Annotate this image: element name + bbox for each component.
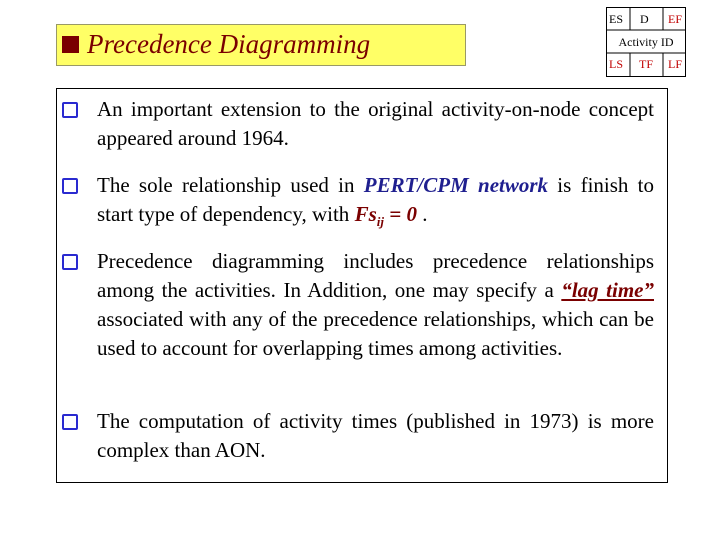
- checkbox-bullet-icon: [62, 414, 78, 430]
- title-banner: [56, 24, 466, 66]
- formula-subscript: ij: [376, 214, 384, 230]
- bullet-text-part: .: [416, 202, 428, 226]
- bullet-text-part: The sole relationship used in: [97, 173, 364, 197]
- node-label-tf: TF: [639, 57, 654, 71]
- checkbox-bullet-icon: [62, 102, 78, 118]
- bullet-text: [97, 247, 654, 363]
- lag-time-highlight: “lag time”: [561, 278, 654, 302]
- bullet-item: [62, 247, 654, 363]
- node-label-ls: LS: [609, 57, 624, 71]
- bullet-text: The computation of activity times (published in 1973) is more complex than AON.: [97, 409, 654, 462]
- node-label-es: ES: [609, 12, 624, 26]
- content-box: [56, 88, 668, 483]
- formula-base: Fs: [354, 202, 377, 226]
- checkbox-bullet-icon: [62, 178, 78, 194]
- bullet-text: An important extension to the original activity-on-node concept appeared around 1964.: [97, 97, 654, 150]
- checkbox-bullet-icon: [62, 254, 78, 270]
- node-label-d: D: [640, 12, 649, 26]
- page-title: Precedence Diagramming: [87, 29, 371, 59]
- node-label-lf: LF: [668, 57, 683, 71]
- bullet-text-part: associated with any of the precedence relationships, which can be used to account for overlapping times among activities.: [97, 307, 654, 360]
- bullet-text: [97, 171, 654, 236]
- square-bullet-icon: [62, 36, 79, 53]
- bullet-text-part: is finish to start type of dependency, with: [97, 173, 654, 226]
- pert-cpm-highlight: PERT/CPM network: [363, 173, 549, 197]
- formula: [354, 202, 417, 230]
- formula-tail: = 0: [383, 202, 417, 226]
- bullet-item: [62, 171, 654, 236]
- node-label-activity-id: Activity ID: [618, 35, 674, 49]
- bullet-item: [62, 407, 654, 465]
- activity-node-legend: [606, 7, 686, 77]
- bullet-text-part: Precedence diagramming includes precedence relationships among the activities. In Addition, one may specify a: [97, 249, 654, 302]
- bullet-item: [62, 95, 654, 153]
- node-label-ef: EF: [668, 12, 683, 26]
